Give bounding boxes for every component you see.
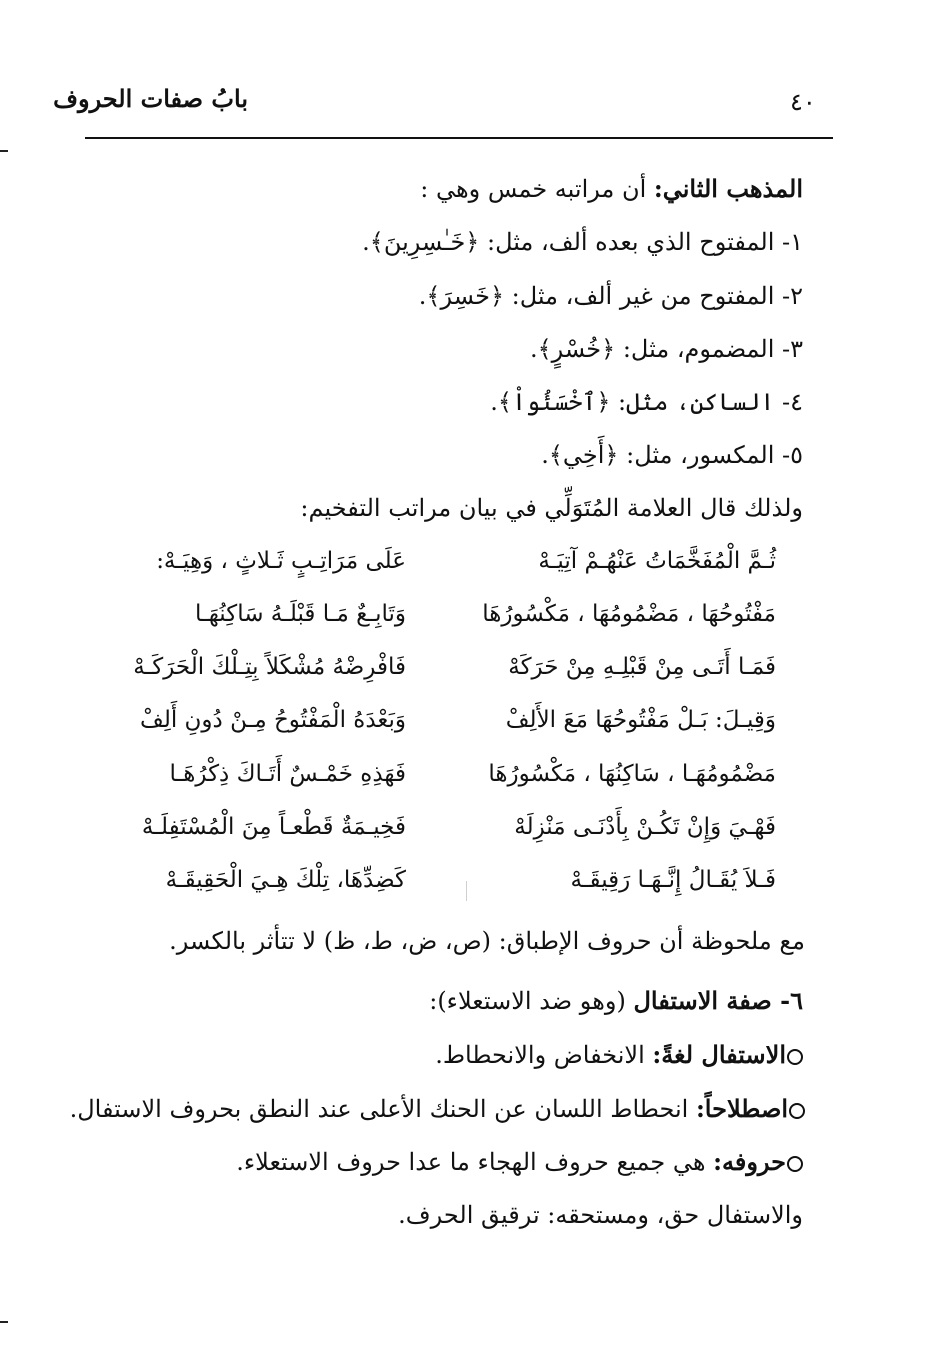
page-number: ٤٠ [790,88,816,116]
definition-line [113,1143,803,1181]
rank-line: ٤- الساكن، مثل: ﴿ٱخْسَئُواْ﴾. [490,388,803,416]
poem-verse-right: مَفْتُوحُهَا ، مَضْمُومُهَا ، مَكْسُورُهَا [482,601,776,627]
closing-line: والاستفال حق، ومستحقه: ترقيق الحرف. [398,1201,803,1229]
intro-text: أن مراتبه خمس وهي : [420,175,654,203]
lead-line: ولذلك قال العلامة المُتَوَلِّي في بيان مراتب التفخيم: [300,494,803,522]
intro-label: المذهب الثاني: [653,174,803,203]
rank-line: ٥- المكسور، مثل: ﴿أَخِي﴾. [541,441,803,469]
poem-verse-left: عَلَى مَرَاتِـبٍ ثَـلاثٍ ، وَهِيَـهْ: [156,548,406,574]
definition-text: هي جميع حروف الهجاء ما عدا حروف الاستعلاء. [236,1148,714,1176]
margin-mark [0,150,8,152]
poem-verse-right: فَمَـا أَتَـى مِنْ قَبْلِـهِ مِنْ حَرَكَهْ [508,654,776,680]
note-line: مع ملحوظة أن حروف الإطباق: (ص، ض، ط، ظ) لا تتأثر بالكسر. [169,927,805,955]
rank-line: ٣- المضموم، مثل: ﴿خُسْرٍ﴾. [529,335,803,363]
poem-verse-right: وَقِيـلَ: بَـلْ مَفْتُوحُهَا مَعَ الأَلِفْ [505,707,776,733]
section-heading [113,982,803,1020]
definition-text: الانخفاض والانحطاط. [435,1041,653,1069]
chapter-title: بابُ صفات الحروف [53,84,248,113]
poem-verse-left: فَافْرِضْهُ مُشْكَلاً بِتِـلْكَ الْحَرَكَـهْ [133,654,406,680]
poem-verse-right: ثُـمَّ الْمُفَخَّمَاتُ عَنْهُـمْ آتِيَـهْ [538,548,776,574]
definition-label: حروفه: [713,1147,786,1176]
poem-verse-right: فَـلاَ يُقَـالُ إِنَّـهَـا رَقِيقَـهْ [570,867,776,893]
circle-bullet-icon [789,1103,805,1119]
circle-bullet-icon [787,1049,803,1065]
margin-mark [0,1321,8,1323]
poem-verse-left: فَهَذِهِ خَمْـسٌ أَتَـاكَ ذِكْرُهَـا [169,761,406,787]
header-divider [85,137,833,139]
definition-line [69,1090,805,1128]
poem-verse-left: فَخِيـمَةٌ قَطْعـاً مِنَ الْمُسْتَفِلَـهْ [141,814,406,840]
definition-label: اصطلاحاً: [695,1094,788,1123]
poem-verse-left: وَبَعْدَهُ الْمَفْتُوحُ مِـنْ دُونِ أَلِفْ [140,707,406,733]
poem-verse-left: وَتَابِـعٌ مَـا قَبْلَـهُ سَاكِنُهَـا [194,601,406,627]
scan-mark [466,881,467,901]
poem-verse-right: فَهْـيَ وَإِنْ تَكُـنْ بِأَدْنَـى مَنْزِلَهْ [514,814,776,840]
intro-line [113,170,803,208]
definition-line [113,1036,803,1074]
poem-verse-left: كَضِدِّهَا، تِلْكَ هِـيَ الْحَقِيقَـهْ [165,867,406,893]
definition-label: الاستفال لغةً: [652,1040,786,1069]
definition-text: انحطاط اللسان عن الحنك الأعلى عند النطق بحروف الاستفال. [69,1095,696,1123]
section-heading-rest: (وهو ضد الاستعلاء): [429,987,634,1015]
rank-line: ٢- المفتوح من غير ألف، مثل: ﴿خَسِرَ﴾. [418,282,803,310]
rank-line: ١- المفتوح الذي بعده ألف، مثل: ﴿خَـٰسِرِينَ﴾. [362,228,803,256]
circle-bullet-icon [787,1156,803,1172]
poem-verse-right: مَضْمُومُهَـا ، سَاكِنُهَا ، مَكْسُورُهَا [488,761,776,787]
section-heading-bold: ٦- صفة الاستفال [633,986,803,1015]
